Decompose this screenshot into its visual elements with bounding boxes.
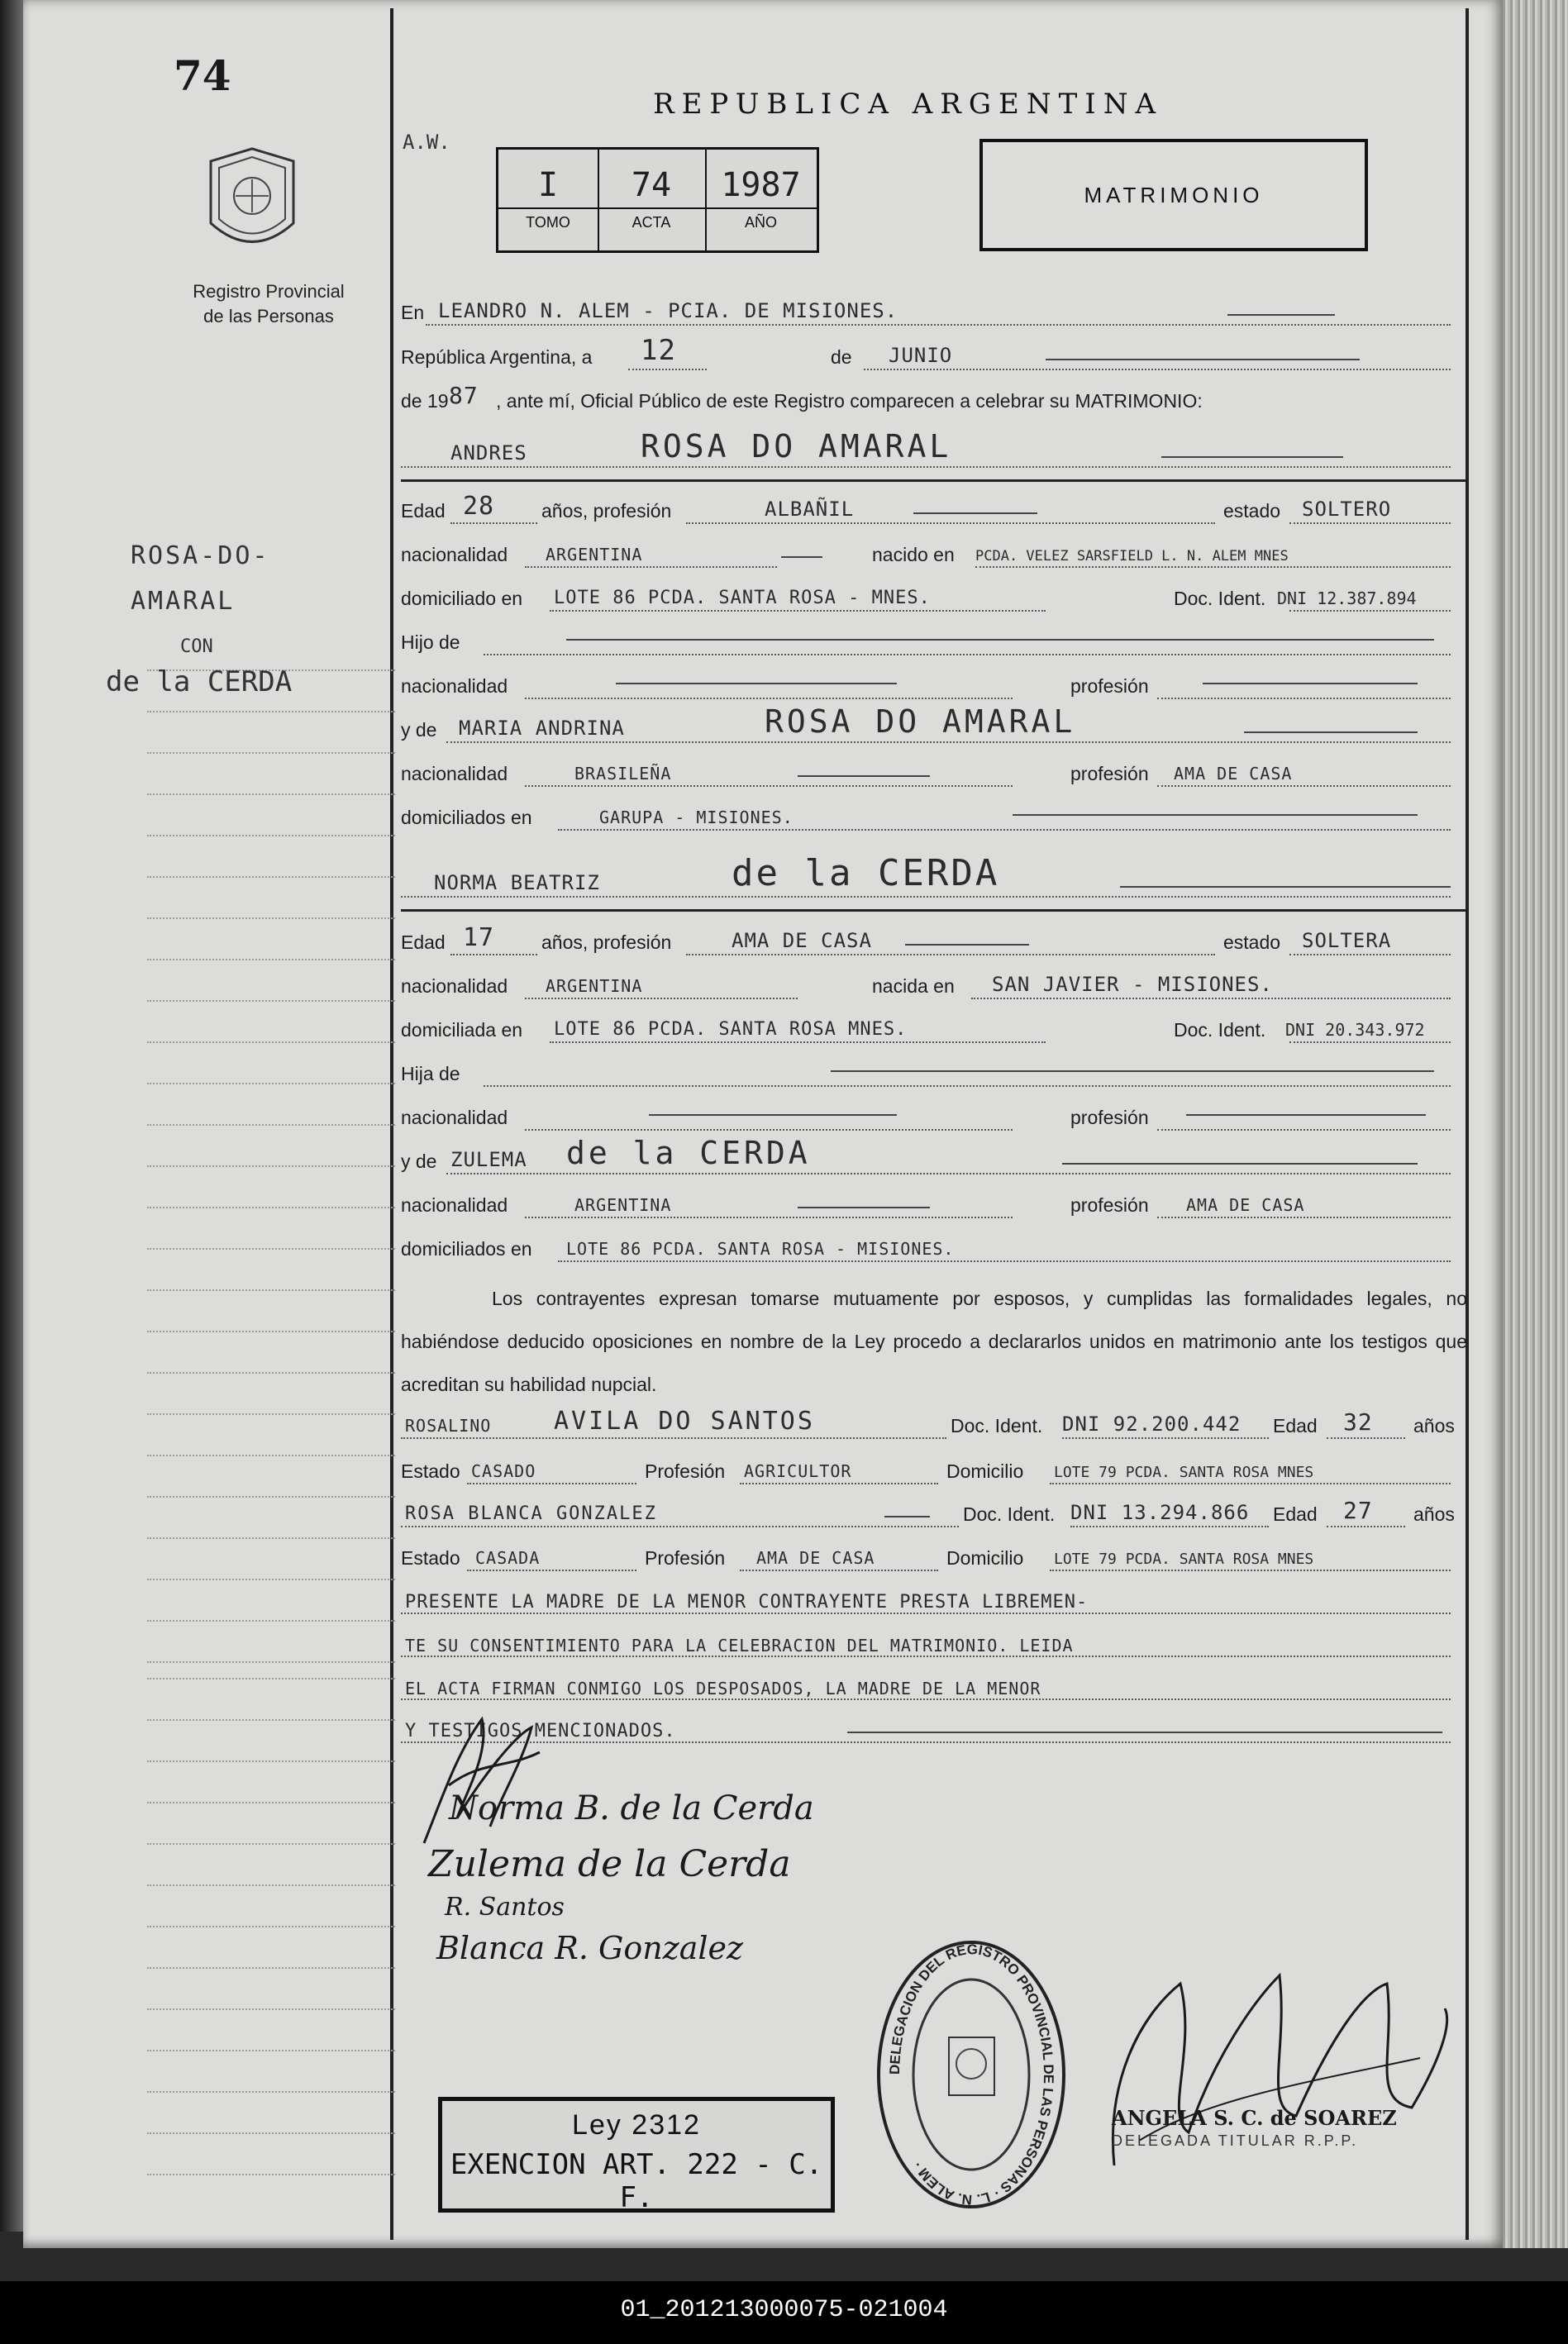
dotted-line <box>1157 698 1451 699</box>
groom-madre-row <box>401 703 1467 746</box>
year-prefix: de 19 <box>401 390 449 412</box>
dotted-line <box>550 610 1046 612</box>
doc-label: Doc. Ident. <box>963 1503 1056 1525</box>
dotted-line <box>467 1483 636 1484</box>
fill-dash <box>1227 314 1335 316</box>
profesion-label: Profesión <box>645 1547 726 1569</box>
dotted-line <box>1157 1217 1451 1218</box>
dotted-line <box>1289 522 1451 524</box>
fill-dash <box>1161 456 1343 458</box>
fill-dash <box>1244 731 1418 733</box>
witness2-edad: 27 <box>1343 1497 1373 1524</box>
hijo-label: Hijo de <box>401 631 460 653</box>
bride-nacionalidad-row <box>401 970 1467 1003</box>
nacida-label: nacida en <box>872 975 955 997</box>
bride-nacionalidad: ARGENTINA <box>546 976 643 996</box>
registry-line-2: de las Personas <box>203 306 334 326</box>
bride-first-name: NORMA BEATRIZ <box>434 871 600 894</box>
edad-label: Edad <box>1273 1415 1318 1436</box>
dotted-line <box>401 466 1451 468</box>
ano-value: 1987 <box>705 166 817 209</box>
dotted-line <box>401 1613 1451 1614</box>
fill-dash <box>649 1114 897 1116</box>
groom-mother-nacionalidad: BRASILEÑA <box>574 764 672 784</box>
ano-cell <box>705 150 817 250</box>
dotted-line <box>484 1085 1451 1087</box>
en-label: En <box>401 302 425 323</box>
witness2-detail-row <box>401 1541 1467 1575</box>
dotted-line <box>686 522 1215 524</box>
file-id-bar <box>0 2281 1568 2344</box>
y-de-label: y de <box>401 1151 437 1172</box>
country-title: REPUBLICA ARGENTINA <box>653 88 1164 121</box>
groom-name-row <box>401 422 1467 471</box>
margin-ruled-lines-upper <box>147 669 395 1703</box>
ley-line-2: EXENCION ART. 222 - C. F. <box>450 2148 823 2214</box>
groom-edad: 28 <box>463 492 495 521</box>
dotted-line <box>558 829 1451 831</box>
domicilio-label: domiciliada en <box>401 1019 523 1041</box>
groom-nacionalidad-row <box>401 538 1467 571</box>
observation-text: PRESENTE LA MADRE DE LA MENOR CONTRAYENTE PRESTA LIBREMEN- <box>405 1592 1089 1613</box>
dotted-line <box>1289 610 1451 612</box>
witness1-edad: 32 <box>1343 1408 1373 1436</box>
edad-label: Edad <box>401 931 446 953</box>
profesion-label: profesión <box>1070 675 1149 697</box>
dotted-line <box>975 566 1451 568</box>
bride-padre-row <box>401 1101 1467 1134</box>
observation-text: Y TESTIGOS MENCIONADOS. <box>405 1721 676 1741</box>
republica-label: República Argentina, a <box>401 346 593 368</box>
nacido-label: nacido en <box>872 544 955 565</box>
estado-label: Estado <box>401 1547 460 1569</box>
dotted-line <box>450 522 537 524</box>
witness1-estado: CASADO <box>471 1461 536 1481</box>
fill-dash <box>798 1207 930 1208</box>
fill-dash <box>1046 359 1360 360</box>
dotted-line <box>740 1483 938 1484</box>
fill-dash <box>1186 1114 1426 1116</box>
anos-label: años <box>1413 1415 1455 1436</box>
groom-surname: ROSA DO AMARAL <box>641 428 952 465</box>
dotted-line <box>525 1129 1013 1131</box>
profesion-label: profesión <box>1070 763 1149 784</box>
dotted-line <box>525 785 1013 787</box>
bride-edad: 17 <box>463 923 495 952</box>
groom-padres-dom-row <box>401 801 1467 834</box>
dotted-line <box>1327 1437 1405 1439</box>
witness2-name-row <box>401 1498 1467 1531</box>
dotted-line <box>1327 1526 1405 1527</box>
intro-place-row <box>401 296 1467 329</box>
bride-domicilio: LOTE 86 PCDA. SANTA ROSA MNES. <box>554 1019 908 1040</box>
observation-line-1 <box>401 1583 1467 1617</box>
dotted-line <box>401 1656 1451 1657</box>
bride-mother-surname: de la CERDA <box>566 1135 811 1171</box>
dotted-line <box>1050 1570 1451 1571</box>
nacionalidad-label: nacionalidad <box>401 1194 508 1216</box>
groom-nacionalidad: ARGENTINA <box>546 545 643 565</box>
edad-label: Edad <box>1273 1503 1318 1525</box>
signature-witness2: Blanca R. Gonzalez <box>436 1930 744 1966</box>
margin-note-line-3: CON <box>180 636 213 657</box>
official-stamp-icon <box>875 1938 1069 2211</box>
groom-padre-row <box>401 669 1467 703</box>
groom-first-name: ANDRES <box>450 441 527 465</box>
ley-line-1: Ley 2312 <box>572 2109 701 2141</box>
intro-year: 87 <box>449 382 479 409</box>
provincial-seal-icon <box>198 145 306 260</box>
dotted-line <box>484 654 1451 655</box>
dotted-line <box>740 1570 938 1571</box>
dotted-line <box>525 1217 1013 1218</box>
witness1-detail-row <box>401 1455 1467 1488</box>
fill-dash <box>566 639 1434 641</box>
dotted-line <box>1157 785 1451 787</box>
dotted-line <box>446 1173 1451 1174</box>
intro-date-row <box>401 334 1467 374</box>
bride-madre-row <box>401 1135 1467 1178</box>
declaration-text <box>401 1277 1467 1406</box>
domiciliados-label: domiciliados en <box>401 807 532 828</box>
register-page <box>23 0 1503 2248</box>
fill-dash <box>1120 886 1451 888</box>
tomo-acta-ano-box <box>496 147 819 253</box>
groom-madre-nac-row <box>401 757 1467 790</box>
dotted-line <box>971 998 1451 999</box>
bride-hija-row <box>401 1057 1467 1090</box>
declaration-body: Los contrayentes expresan tomarse mutuamente por esposos, y cumplidas las formalidades legales, no habiéndose deducido oposiciones en nombre de la Ley procedo a declararlos unidos en matrimonio ante los testigos que acreditan su habilidad nupcial. <box>401 1288 1467 1395</box>
estado-label: estado <box>1223 931 1281 953</box>
bride-parents-domicilio: LOTE 86 PCDA. SANTA ROSA - MISIONES. <box>566 1239 955 1259</box>
witness2-doc: DNI 13.294.866 <box>1070 1501 1250 1524</box>
intro-place: LEANDRO N. ALEM - PCIA. DE MISIONES. <box>438 299 898 322</box>
section-divider <box>401 909 1467 912</box>
registry-name <box>124 279 413 329</box>
bride-mother-first-name: ZULEMA <box>450 1148 527 1171</box>
witness2-domicilio: LOTE 79 PCDA. SANTA ROSA MNES <box>1054 1551 1314 1568</box>
witness1-doc: DNI 92.200.442 <box>1062 1413 1242 1436</box>
groom-nacido: PCDA. VELEZ SARSFIELD L. N. ALEM MNES <box>975 548 1289 565</box>
estado-label: Estado <box>401 1460 460 1482</box>
dotted-line <box>1289 1041 1451 1043</box>
dotted-line <box>426 324 1451 326</box>
observation-text: EL ACTA FIRMAN CONMIGO LOS DESPOSADOS, LA MADRE DE LA MENOR <box>405 1679 1041 1698</box>
domicilio-label: Domicilio <box>946 1460 1024 1482</box>
ley-exemption-box <box>438 2097 835 2213</box>
acta-label: ACTA <box>631 214 671 231</box>
dotted-line <box>401 1437 946 1439</box>
margin-note-line-1: ROSA-DO- <box>131 541 270 570</box>
dotted-line <box>1157 1129 1451 1131</box>
initials-note: A.W. <box>403 131 450 154</box>
dotted-line <box>525 698 1013 699</box>
fill-dash <box>1062 1163 1418 1165</box>
y-de-label: y de <box>401 719 437 741</box>
witness1-name-row <box>401 1409 1467 1442</box>
witness1-first-name: ROSALINO <box>405 1416 492 1436</box>
nacionalidad-label: nacionalidad <box>401 1107 508 1128</box>
doc-label: Doc. Ident. <box>1174 1019 1266 1041</box>
fill-dash <box>798 775 930 777</box>
tomo-cell <box>498 150 599 250</box>
fill-dash <box>831 1070 1434 1072</box>
bride-mother-profesion: AMA DE CASA <box>1186 1195 1305 1215</box>
witness1-profesion: AGRICULTOR <box>744 1461 852 1481</box>
bride-domicilio-row <box>401 1013 1467 1046</box>
intro-year-row <box>401 384 1467 417</box>
observation-line-3 <box>401 1669 1467 1703</box>
dotted-line <box>1070 1526 1269 1527</box>
bride-doc: DNI 20.343.972 <box>1285 1020 1425 1040</box>
anos-profesion-label: años, profesión <box>541 931 672 953</box>
section-divider <box>401 479 1467 482</box>
doc-label: Doc. Ident. <box>951 1415 1043 1436</box>
document-type-box: MATRIMONIO <box>979 139 1368 251</box>
groom-edad-row <box>401 494 1467 527</box>
dotted-line <box>450 954 537 955</box>
dotted-line <box>1050 1483 1451 1484</box>
domiciliados-label: domiciliados en <box>401 1238 532 1260</box>
domicilio-label: domiciliado en <box>401 588 523 609</box>
margin-note-line-2: AMARAL <box>131 587 236 616</box>
dotted-line <box>401 1698 1451 1700</box>
hija-label: Hija de <box>401 1063 460 1084</box>
groom-mother-profesion: AMA DE CASA <box>1174 764 1293 784</box>
nacionalidad-label: nacionalidad <box>401 675 508 697</box>
estado-label: estado <box>1223 500 1281 522</box>
file-id: 01_201213000075-021004 <box>620 2296 948 2324</box>
groom-mother-surname: ROSA DO AMARAL <box>765 703 1076 740</box>
stamp-text: DELEGACION DEL REGISTRO PROVINCIAL DE LAS PERSONAS · L. N. ALEM · <box>886 1941 1057 2208</box>
registry-line-1: Registro Provincial <box>193 281 345 302</box>
anos-label: años <box>1413 1503 1455 1525</box>
fill-dash <box>884 1516 930 1517</box>
dotted-line <box>467 1570 636 1571</box>
ano-label: AÑO <box>744 214 777 231</box>
bride-madre-nac-row <box>401 1189 1467 1222</box>
officer-title: DELEGADA TITULAR R.P.P. <box>1112 2132 1359 2149</box>
fill-dash <box>1203 683 1418 684</box>
nacionalidad-label: nacionalidad <box>401 544 508 565</box>
bride-name-row <box>401 847 1467 901</box>
groom-mother-first-name: MARIA ANDRINA <box>459 717 625 740</box>
groom-estado: SOLTERO <box>1302 498 1392 521</box>
profesion-label: Profesión <box>645 1460 726 1482</box>
profesion-label: profesión <box>1070 1194 1149 1216</box>
tomo-value: I <box>498 166 598 209</box>
dotted-line <box>446 741 1451 743</box>
acta-cell <box>598 150 707 250</box>
signature-bride: Norma B. de la Cerda <box>449 1789 814 1827</box>
signature-mother: Zulema de la Cerda <box>428 1843 791 1885</box>
doc-label: Doc. Ident. <box>1174 588 1266 609</box>
groom-domicilio-row <box>401 582 1467 615</box>
dotted-line <box>525 998 798 999</box>
groom-domicilio: LOTE 86 PCDA. SANTA ROSA - MNES. <box>554 588 931 608</box>
groom-doc: DNI 12.387.894 <box>1277 588 1417 608</box>
nacionalidad-label: nacionalidad <box>401 763 508 784</box>
observation-line-2 <box>401 1626 1467 1660</box>
intro-month: JUNIO <box>889 344 953 367</box>
signature-witness1: R. Santos <box>445 1893 565 1922</box>
dotted-line <box>558 1260 1451 1262</box>
witness1-domicilio: LOTE 79 PCDA. SANTA ROSA MNES <box>1054 1464 1314 1481</box>
bride-mother-nacionalidad: ARGENTINA <box>574 1195 672 1215</box>
margin-note-line-4: de la CERDA <box>106 665 293 698</box>
scan-edge <box>0 0 23 2232</box>
intro-day: 12 <box>641 334 676 367</box>
groom-hijo-row <box>401 626 1467 659</box>
de-label: de <box>831 346 852 368</box>
fill-dash <box>781 556 822 558</box>
witness1-surname: AVILA DO SANTOS <box>554 1407 815 1436</box>
profesion-label: profesión <box>1070 1107 1149 1128</box>
dotted-line <box>525 566 777 568</box>
signature-scribble-icon <box>407 1703 606 1851</box>
witness2-name: ROSA BLANCA GONZALEZ <box>405 1503 657 1524</box>
observation-text: TE SU CONSENTIMIENTO PARA LA CELEBRACION DEL MATRIMONIO. LEIDA <box>405 1636 1074 1656</box>
dotted-line <box>686 954 1215 955</box>
bride-estado: SOLTERA <box>1302 929 1392 952</box>
bride-padres-dom-row <box>401 1232 1467 1265</box>
anos-profesion-label: años, profesión <box>541 500 672 522</box>
dotted-line <box>401 896 1451 898</box>
fill-dash <box>616 683 897 684</box>
groom-profesion: ALBAÑIL <box>765 498 855 521</box>
acta-value: 74 <box>598 166 705 209</box>
officer-name: ANGELA S. C. de SOAREZ <box>1112 2106 1397 2130</box>
dotted-line <box>864 369 1451 370</box>
bride-edad-row <box>401 923 1467 959</box>
domicilio-label: Domicilio <box>946 1547 1024 1569</box>
fill-dash <box>847 1732 1442 1733</box>
bride-surname: de la CERDA <box>732 852 1000 894</box>
dotted-line <box>550 1041 1046 1043</box>
bride-nacida: SAN JAVIER - MISIONES. <box>992 973 1273 996</box>
margin-ruled-lines-lower <box>147 1678 395 2215</box>
tomo-label: TOMO <box>526 214 570 231</box>
folio-number: 74 <box>174 51 231 100</box>
edad-label: Edad <box>401 500 446 522</box>
dotted-line <box>1289 954 1451 955</box>
fill-dash <box>913 512 1037 514</box>
witness2-estado: CASADA <box>475 1548 541 1568</box>
intro-statement: , ante mí, Oficial Público de este Registro comparecen a celebrar su MATRIMONIO: <box>496 390 1203 412</box>
dotted-line <box>1062 1437 1269 1439</box>
dotted-line <box>401 1526 959 1527</box>
bride-profesion: AMA DE CASA <box>732 929 872 952</box>
witness2-profesion: AMA DE CASA <box>756 1548 875 1568</box>
nacionalidad-label: nacionalidad <box>401 975 508 997</box>
groom-parents-domicilio: GARUPA - MISIONES. <box>599 808 794 827</box>
fill-dash <box>1013 814 1418 816</box>
dotted-line <box>628 369 707 370</box>
fill-dash <box>905 944 1029 946</box>
page-stack-edge <box>1503 0 1568 2248</box>
